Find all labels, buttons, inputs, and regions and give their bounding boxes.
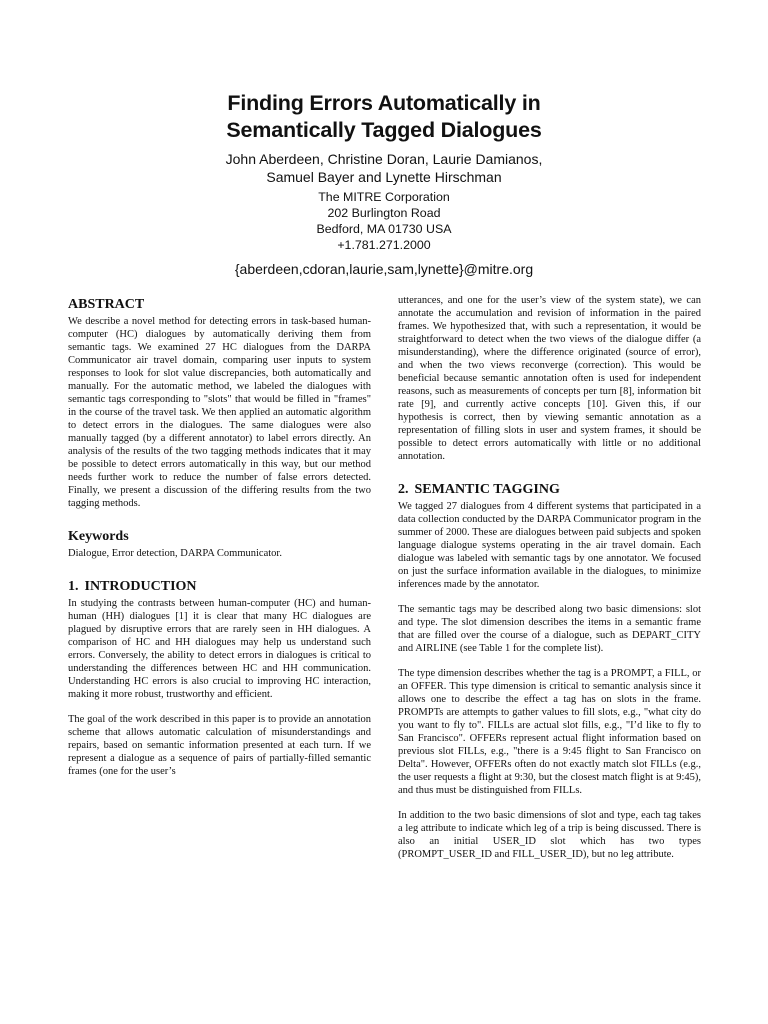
abstract-heading: ABSTRACT [68, 297, 145, 312]
paper-title-line-2: Semantically Tagged Dialogues [226, 118, 542, 142]
introduction-number: 1. [68, 579, 79, 594]
author-emails: {aberdeen,cdoran,laurie,sam,lynette}@mitre.org [234, 261, 534, 277]
semantic-tagging-paragraph-1: We tagged 27 dialogues from 4 different systems that participated in a data collection conducted by the DARPA Communicator program in the summer of 2000. These are dialogues between paid subjects and spoken language dialogue systems operating in the air travel domain. Each dialogue was labeled with semantic tags by one annotator. We focused on just the surface information available in the dialogues, to minimize inferences made by the annotator. [398, 501, 701, 590]
introduction-paragraph-2: The goal of the work described in this paper is to provide an annotation scheme that allows automatic calculation of misunderstandings and repairs, based on semantic information presented at each turn. If we represent a dialogue as a sequence of pairs of partially-filled semantic frames (one for the user’s [68, 714, 371, 777]
keywords-heading: Keywords [68, 529, 129, 544]
introduction-paragraph-1: In studying the contrasts between human-computer (HC) and human-human (HH) dialogues [1] it is clear that many HC dialogues are plagued by disruptive errors that are rarely seen in HH dialogues. A comparison of HC and HH dialogues may help us understand such errors. Conversely, the ability to detect errors in dialogues is critical to understanding the differences between HC and HH communication. Understanding HC errors is also crucial to improving HC interaction, making it more robust, trustworthy and efficient. [68, 598, 371, 700]
semantic-tagging-heading [398, 481, 701, 498]
semantic-tagging-number: 2. [398, 482, 409, 497]
affiliation-line-3: Bedford, MA 01730 USA [316, 222, 452, 236]
semantic-tagging-paragraph-3: The type dimension describes whether the tag is a PROMPT, a FILL, or an OFFER. This type dimension is critical to semantic analysis since it allows one to describe the effect a tag has on slots in the frame. PROMPTs are attempts to gather values to fill slots, e.g., "what city do you want to fly to". FILLs are actual slot fills, e.g., "I’d like to fly to San Francisco". OFFERs represent actual flight information based on previous slot FILLs, e.g., "there is a 9:45 flight to San Francisco on Delta". However, OFFERs often do not exactly match slot FILLs (e.g., the user requests a flight at 9:30, but the closest match flight is at 9:45), and thus must be distinguished from FILLs. [398, 668, 701, 796]
semantic-tagging-title: SEMANTIC TAGGING [414, 482, 560, 497]
title-block [0, 90, 768, 278]
introduction-continuation: utterances, and one for the user’s view of the system state), we can annotate the accumulation and revision of information in the paired frames. We hypothesized that, with such a representation, it would be straightforward to detect when the two views of the dialogue differ (a misunderstanding), where the difference originated (source of error), and when the two views reconverge (correction). This would be beneficial because semantic annotation often is used for independent reasons, such as measurements of concepts per turn [8], information bit rate [9], and currently active concepts [10]. Given this, if our hypothesis is correct, then by viewing semantic annotation as a representation of filling slots in user and system frames, it should be possible to detect errors automatically with little or no additional annotation. [398, 295, 701, 462]
affiliation-line-4: +1.781.271.2000 [337, 238, 431, 252]
abstract-text: We describe a novel method for detecting errors in task-based human-computer (HC) dialogues by automatically deriving them from semantic tags. We examined 27 HC dialogues from the DARPA Communicator air travel domain, comparing user inputs to system responses to look for slot value discrepancies, both automatically and manually. For the automatic method, we labeled the dialogues with semantic tags corresponding to "slots" that would be filled in "frames" in the course of the travel task. We then applied an automatic algorithm to detect errors in the dialogues. The same dialogues were also manually tagged (by a different annotator) to label errors directly. An analysis of the results of the two tagging methods indicates that it may be possible to detect errors automatically in this way, but our method needs further work to reduce the number of false errors detected. Finally, we present a discussion of the differing results from the two tagging methods. [68, 316, 371, 509]
authors-line-1: John Aberdeen, Christine Doran, Laurie Damianos, [225, 151, 543, 167]
introduction-title: INTRODUCTION [84, 579, 197, 594]
affiliation-line-2: 202 Burlington Road [327, 206, 441, 220]
affiliation-line-1: The MITRE Corporation [318, 190, 450, 204]
semantic-tagging-paragraph-2: The semantic tags may be described along two basic dimensions: slot and type. The slot dimension describes the items in a semantic frame that are filled over the course of a dialogue, such as DEPART_CITY and AIRLINE (see Table 1 for the complete list). [398, 604, 701, 654]
paper-title-line-1: Finding Errors Automatically in [227, 91, 541, 115]
introduction-heading [68, 578, 371, 595]
right-column [398, 294, 701, 861]
semantic-tagging-paragraph-4: In addition to the two basic dimensions of slot and type, each tag takes a leg attribute to indicate which leg of a trip is being discussed. There is also an initial USER_ID slot which has two types (PROMPT_USER_ID and FILL_USER_ID), but no leg attribute. [398, 810, 701, 860]
authors-line-2: Samuel Bayer and Lynette Hirschman [266, 169, 502, 185]
left-column [68, 296, 371, 778]
keywords-text: Dialogue, Error detection, DARPA Communicator. [68, 548, 282, 559]
